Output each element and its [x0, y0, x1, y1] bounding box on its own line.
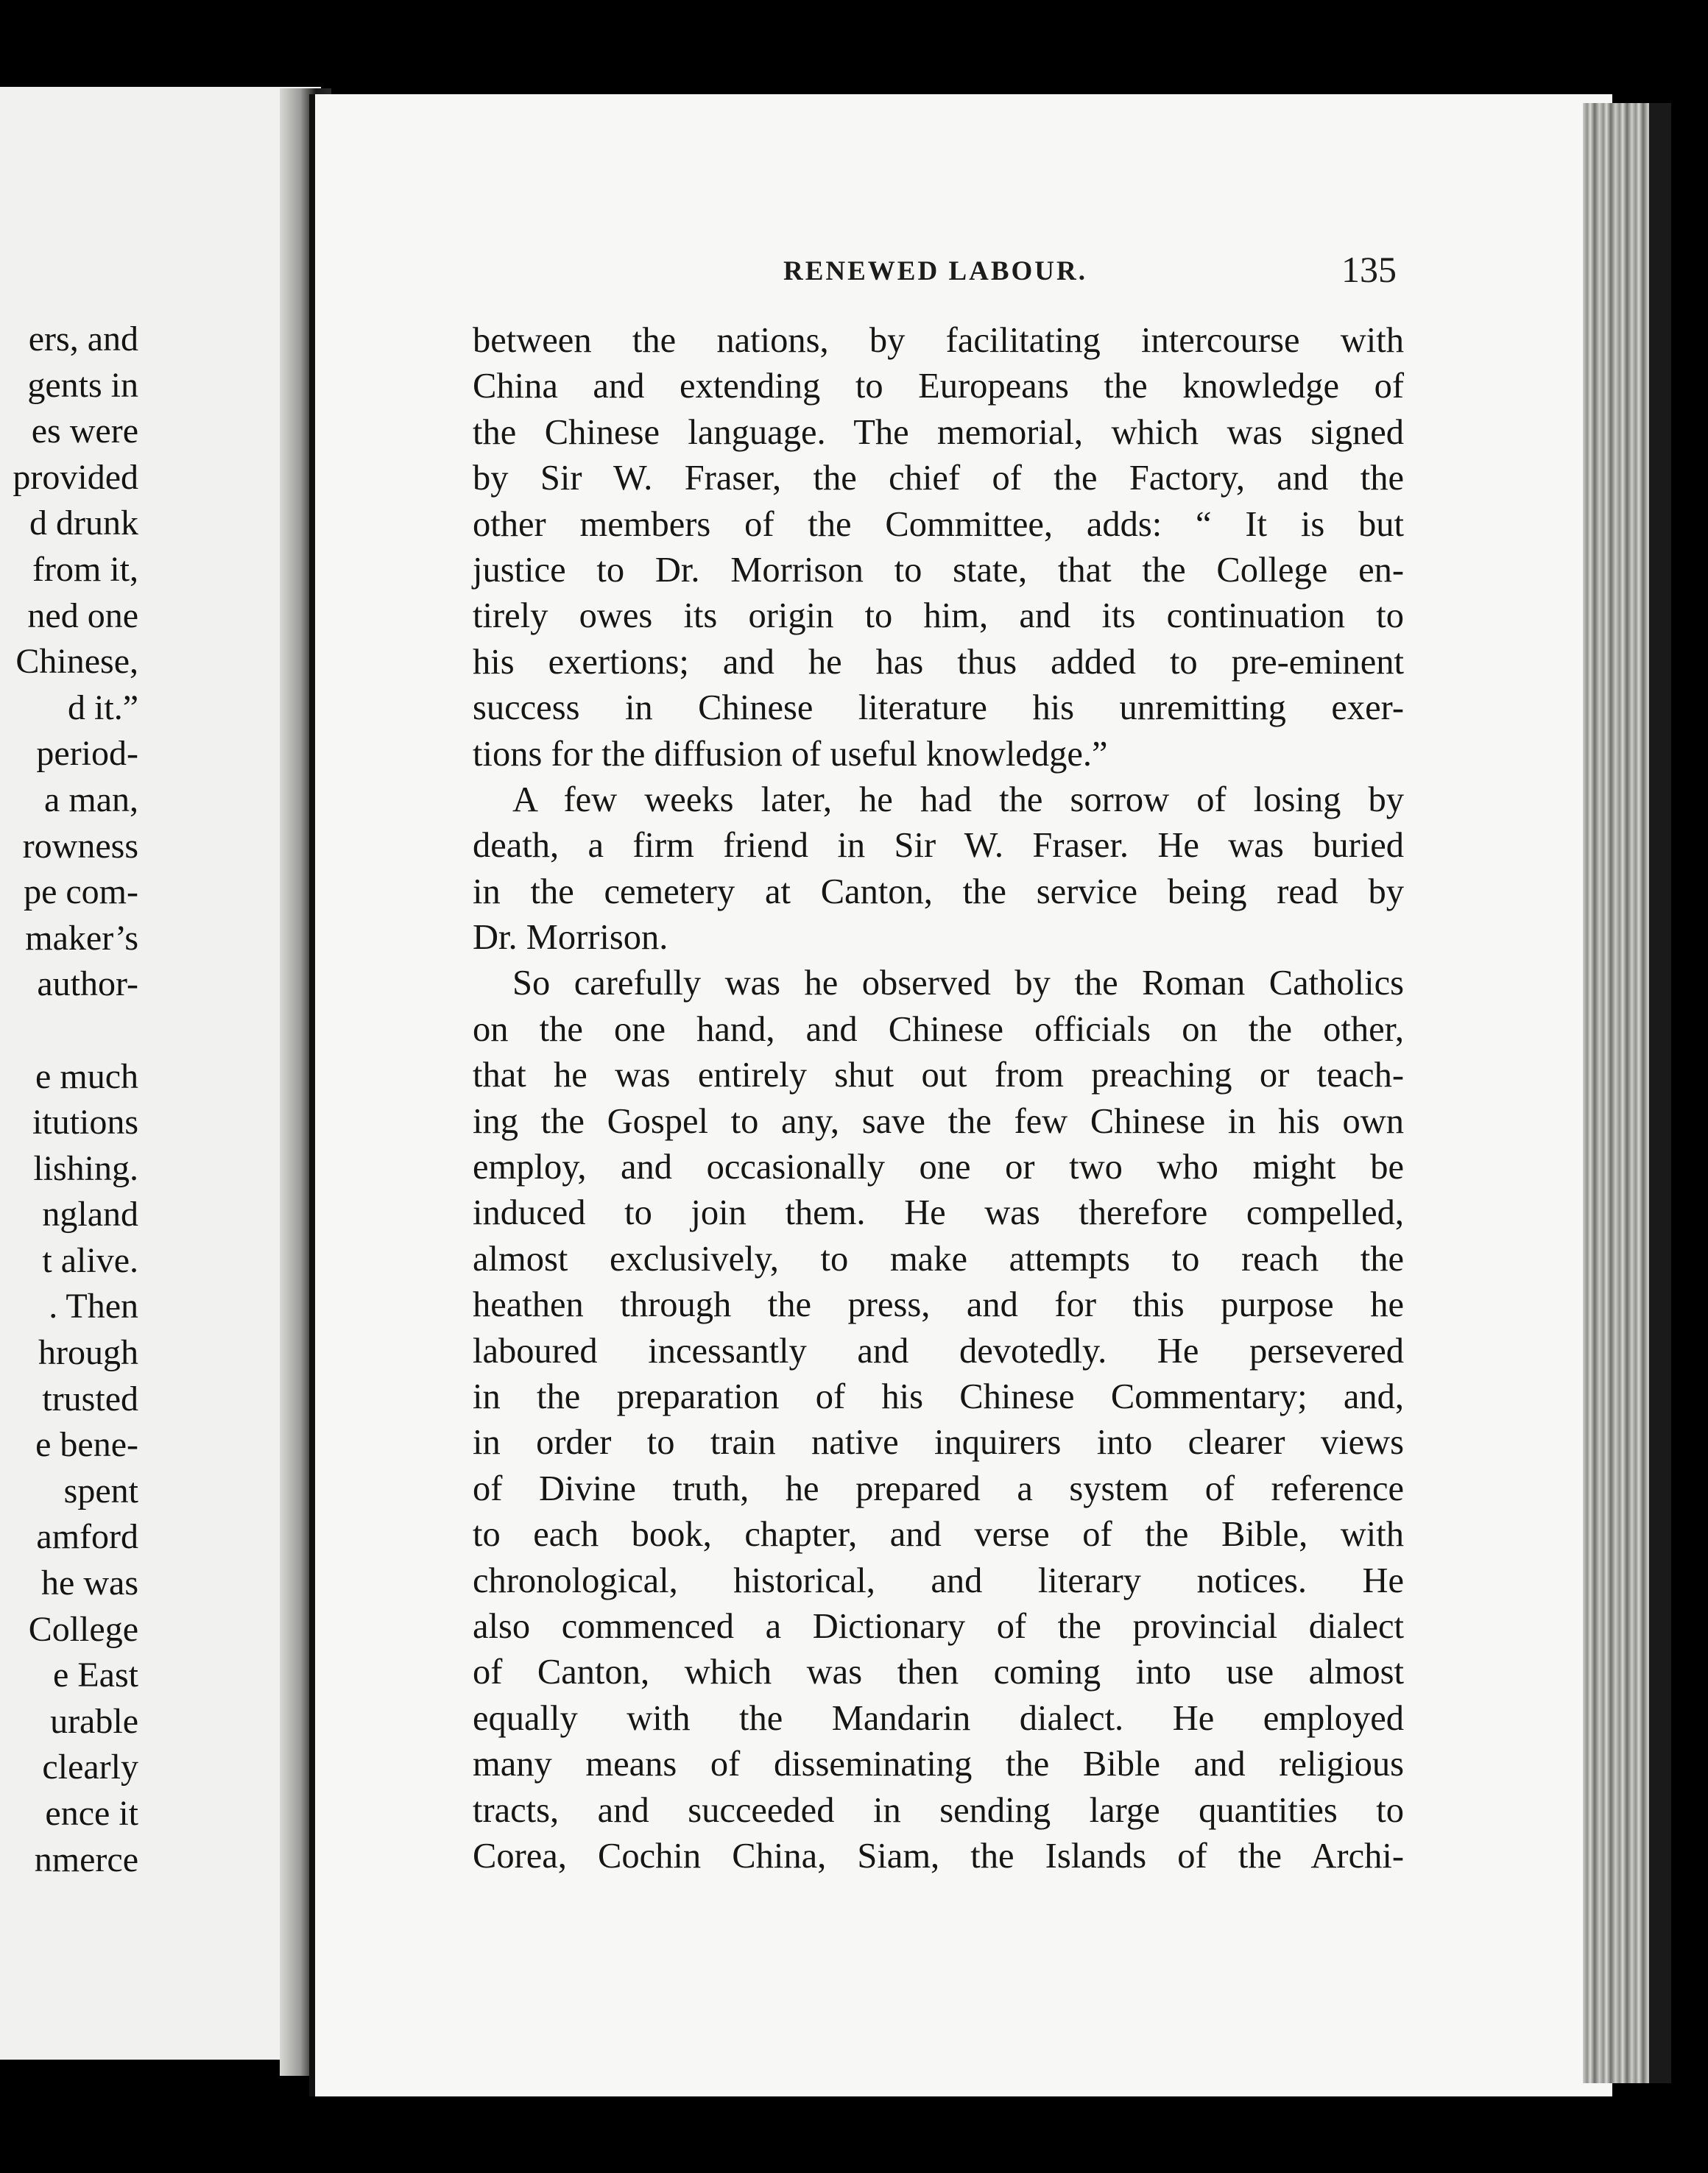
left-text-line: t alive. — [42, 1240, 138, 1280]
left-text-line: gents in — [27, 365, 138, 405]
text-line: tions for the diffusion of useful knowledge.” — [473, 734, 1108, 774]
left-text-line: College — [28, 1609, 138, 1649]
left-text-line: period- — [36, 734, 138, 774]
text-line: induced to join them. He was therefore compelled, — [473, 1193, 1404, 1233]
left-text-line: d drunk — [29, 504, 138, 543]
text-line: by Sir W. Fraser, the chief of the Factory, and the — [473, 459, 1404, 498]
text-line: A few weeks later, he had the sorrow of losing by — [512, 780, 1404, 819]
body-text — [473, 318, 1404, 1879]
left-text-line: e much — [35, 1056, 138, 1096]
left-text-line: clearly — [42, 1748, 138, 1787]
text-line: Corea, Cochin China, Siam, the Islands of the Archi- — [473, 1836, 1404, 1876]
left-text-line: from it, — [32, 549, 138, 589]
left-text-line: ence it — [45, 1794, 138, 1833]
text-line: laboured incessantly and devotedly. He persevered — [473, 1331, 1404, 1371]
text-line: China and extending to Europeans the knowledge of — [473, 367, 1404, 406]
left-page-text — [0, 317, 138, 1883]
left-text-line — [0, 1008, 138, 1054]
text-line: to each book, chapter, and verse of the Bible, with — [473, 1515, 1404, 1555]
text-line: in order to train native inquirers into clearer views — [473, 1423, 1404, 1463]
left-text-line: . Then — [49, 1287, 138, 1326]
left-text-line: hrough — [38, 1333, 138, 1373]
text-line: tirely owes its origin to him, and its continuation to — [473, 596, 1404, 636]
text-line: on the one hand, and Chinese officials on the other, — [473, 1009, 1404, 1049]
text-line: tracts, and succeeded in sending large quantities to — [473, 1790, 1404, 1830]
running-head: RENEWED LABOUR. — [783, 256, 1087, 286]
left-text-line: pe com- — [24, 872, 138, 912]
left-text-line: d it.” — [68, 688, 138, 727]
left-text-line: ngland — [42, 1195, 138, 1234]
left-text-line: es were — [31, 411, 138, 451]
left-text-line: ers, and — [28, 319, 138, 358]
left-text-line: e bene- — [35, 1425, 138, 1465]
text-line: ing the Gospel to any, save the few Chinese in his own — [473, 1101, 1404, 1141]
text-line: almost exclusively, to make attempts to reach the — [473, 1239, 1404, 1279]
left-text-line: e East — [53, 1656, 138, 1695]
left-text-line: spent — [63, 1471, 138, 1510]
left-text-line: he was — [41, 1564, 138, 1603]
left-text-line: ned one — [27, 596, 138, 635]
left-text-line: amford — [36, 1517, 138, 1557]
text-line: heathen through the press, and for this purpose he — [473, 1285, 1404, 1325]
left-text-line: maker’s — [25, 918, 138, 958]
left-text-line: rowness — [22, 826, 138, 866]
text-line: other members of the Committee, adds: “ It is but — [473, 504, 1404, 544]
text-line: in the cemetery at Canton, the service being read by — [473, 872, 1404, 911]
text-line: justice to Dr. Morrison to state, that the College en- — [473, 550, 1404, 590]
text-line: equally with the Mandarin dialect. He employed — [473, 1698, 1404, 1738]
left-text-line: author- — [37, 964, 138, 1004]
text-line: also commenced a Dictionary of the provincial dialect — [473, 1606, 1404, 1646]
text-line: Dr. Morrison. — [473, 918, 668, 958]
text-line: chronological, historical, and literary notices. He — [473, 1561, 1404, 1600]
text-line: employ, and occasionally one or two who might be — [473, 1148, 1404, 1187]
text-line: the Chinese language. The memorial, which was signed — [473, 412, 1404, 452]
left-page-fragment — [0, 87, 321, 2060]
text-line: between the nations, by facilitating intercourse with — [473, 321, 1404, 360]
left-text-line: provided — [13, 457, 138, 497]
left-text-line: a man, — [44, 780, 138, 819]
text-line: many means of disseminating the Bible and religious — [473, 1745, 1404, 1784]
text-line: So carefully was he observed by the Roman Catholics — [512, 964, 1404, 1003]
text-line: in the preparation of his Chinese Commentary; and, — [473, 1377, 1404, 1416]
left-text-line: itutions — [32, 1103, 138, 1142]
text-line: his exertions; and he has thus added to pre-eminent — [473, 642, 1404, 682]
text-line: that he was entirely shut out from preaching or teach- — [473, 1056, 1404, 1095]
left-text-line: lishing. — [33, 1148, 138, 1188]
left-text-line: nmerce — [34, 1840, 138, 1879]
page-number: 135 — [1341, 249, 1397, 290]
left-text-line: Chinese, — [15, 642, 138, 682]
left-text-line: trusted — [42, 1379, 138, 1418]
text-line: death, a firm friend in Sir W. Fraser. He was buried — [473, 826, 1404, 866]
text-line: of Divine truth, he prepared a system of reference — [473, 1469, 1404, 1508]
text-line: success in Chinese literature his unremitting exer- — [473, 688, 1404, 728]
left-text-line: urable — [50, 1701, 138, 1741]
page-edges — [1583, 103, 1671, 2083]
text-line: of Canton, which was then coming into use almost — [473, 1653, 1404, 1692]
